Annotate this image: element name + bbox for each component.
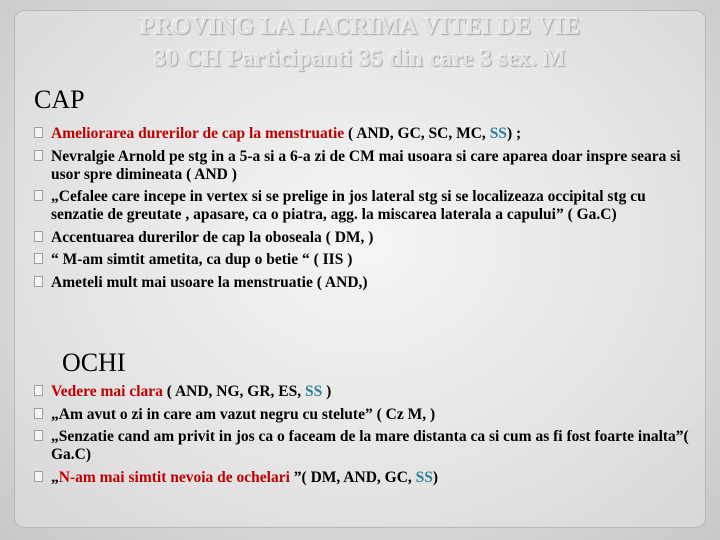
- section-heading-cap-text: CAP: [34, 85, 85, 114]
- list-item: [34, 251, 694, 269]
- cap-symptom-list: [34, 125, 694, 296]
- item-text: ”( DM, AND, GC,: [289, 468, 416, 486]
- highlight-text: N-am mai simtit nevoia de ochelari: [58, 468, 290, 486]
- ochi-symptom-list: [34, 383, 694, 491]
- slide-subtitle: 30 CH Participanti 35 din care 3 sex. M: [154, 46, 566, 72]
- item-text-end: ): [432, 468, 439, 486]
- highlight-text: Vedere mai clara: [51, 383, 163, 400]
- bullet-icon: [34, 127, 43, 138]
- item-text: Ameteli mult mai usoare la menstruatie ( AND,): [51, 273, 368, 291]
- remedy-code: SS: [415, 468, 433, 486]
- item-text-pre: „: [51, 468, 59, 486]
- item-text: Nevralgie Arnold pe stg in a 5-a si a 6-a zi de CM mai usoara si care aparea doar inspre seara si usor spre dimineata ( AND ): [51, 147, 681, 183]
- item-text: ( AND, NG, GR, ES,: [162, 383, 306, 400]
- bullet-icon: [34, 253, 43, 264]
- bullet-icon: [34, 385, 43, 396]
- bullet-icon: [34, 276, 43, 287]
- item-text-end: ) ;: [506, 125, 522, 142]
- item-text-end: ): [322, 383, 332, 400]
- bullet-icon: [34, 408, 43, 419]
- remedy-code: SS: [305, 383, 323, 400]
- list-item: [34, 274, 694, 292]
- bullet-icon: [34, 471, 43, 482]
- remedy-code: SS: [489, 125, 507, 142]
- item-text: „Am avut o zi in care am vazut negru cu stelute” ( Cz M, ): [51, 405, 436, 423]
- section-heading-cap: [32, 85, 85, 115]
- item-text: Accentuarea durerilor de cap la oboseala ( DM, ): [51, 228, 374, 246]
- highlight-text: Ameliorarea durerilor de cap la menstruatie: [51, 125, 345, 142]
- bullet-icon: [34, 430, 43, 441]
- list-item: [34, 428, 694, 464]
- list-item: [34, 125, 694, 143]
- section-heading-ochi: OCHI: [62, 348, 126, 377]
- item-text: „Senzatie cand am privit in jos ca o faceam de la mare distanta ca si cum as fi fost foarte inalta”( Ga.C): [51, 428, 689, 463]
- list-item: [34, 148, 694, 184]
- bullet-icon: [34, 231, 43, 242]
- item-text: ( AND, GC, SC, MC,: [344, 125, 490, 142]
- list-item: [34, 406, 694, 424]
- list-item: [34, 188, 694, 224]
- slide-title: PROVING LA LACRIMA VITEI DE VIE: [139, 14, 581, 40]
- bullet-icon: [34, 150, 43, 161]
- item-text: „Cefalee care incepe in vertex si se prelige in jos lateral stg si se localizeaza occipital stg cu senzatie de greutate , apasare, ca o piatra, agg. la miscarea laterala a capului” ( Ga.C): [51, 188, 646, 223]
- list-item: [34, 469, 694, 487]
- list-item: [34, 229, 694, 247]
- item-text: “ M-am simtit ametita, ca dup o betie “ ( IIS ): [51, 251, 353, 268]
- bullet-icon: [34, 190, 43, 201]
- list-item: [34, 383, 694, 401]
